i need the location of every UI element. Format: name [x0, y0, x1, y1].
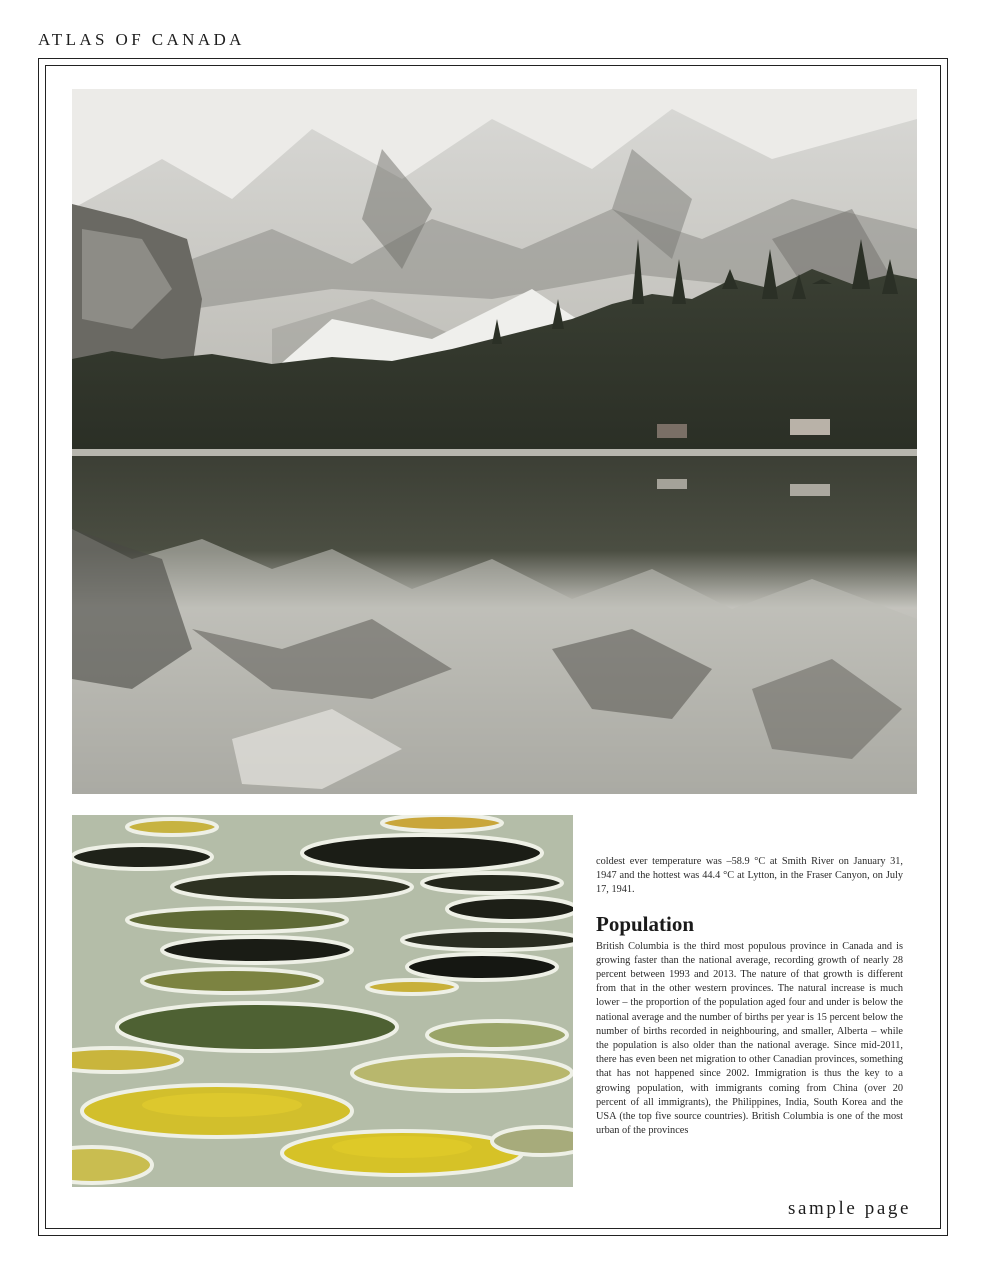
- article-text-column: [596, 855, 903, 1138]
- section-heading: Population: [596, 911, 695, 936]
- running-head-title: ATLAS OF CANADA: [38, 30, 245, 49]
- footer-label: sample page: [787, 1198, 911, 1219]
- mountain-lake-reflection-photo: [72, 89, 917, 794]
- intro-paragraph: coldest ever temperature was –58.9 °C at Smith River on January 31, 1947 and the hottest was 44.4 °C at Lytton, in the Fraser Canyon, on July 17, 1941.: [596, 856, 903, 896]
- spotted-lake-pools-photo: [72, 815, 573, 1187]
- body-paragraph: British Columbia is the third most populous province in Canada and is growing faster than the national average, recording growth of nearly 28 percent between 1993 and 2013. The nature of that growth is different from that in the other western provinces. The natural increase is much lower – the proportion of the population aged four and under is below the national average and the number of births per year is 15 percent below the number of births recorded in neighbouring, and smaller, Alberta – while the population is also older than the national average. Since mid-2011, there has even been net migration to other Canadian provinces, something that has not happened since 2002. Immigration is thus the key to a growing population, with immigrants coming from China (over 20 percent of all immigrants), the Philippines, India, South Korea and the USA (the top five source countries). British Columbia is one of the most urban of the provinces: [596, 940, 903, 1137]
